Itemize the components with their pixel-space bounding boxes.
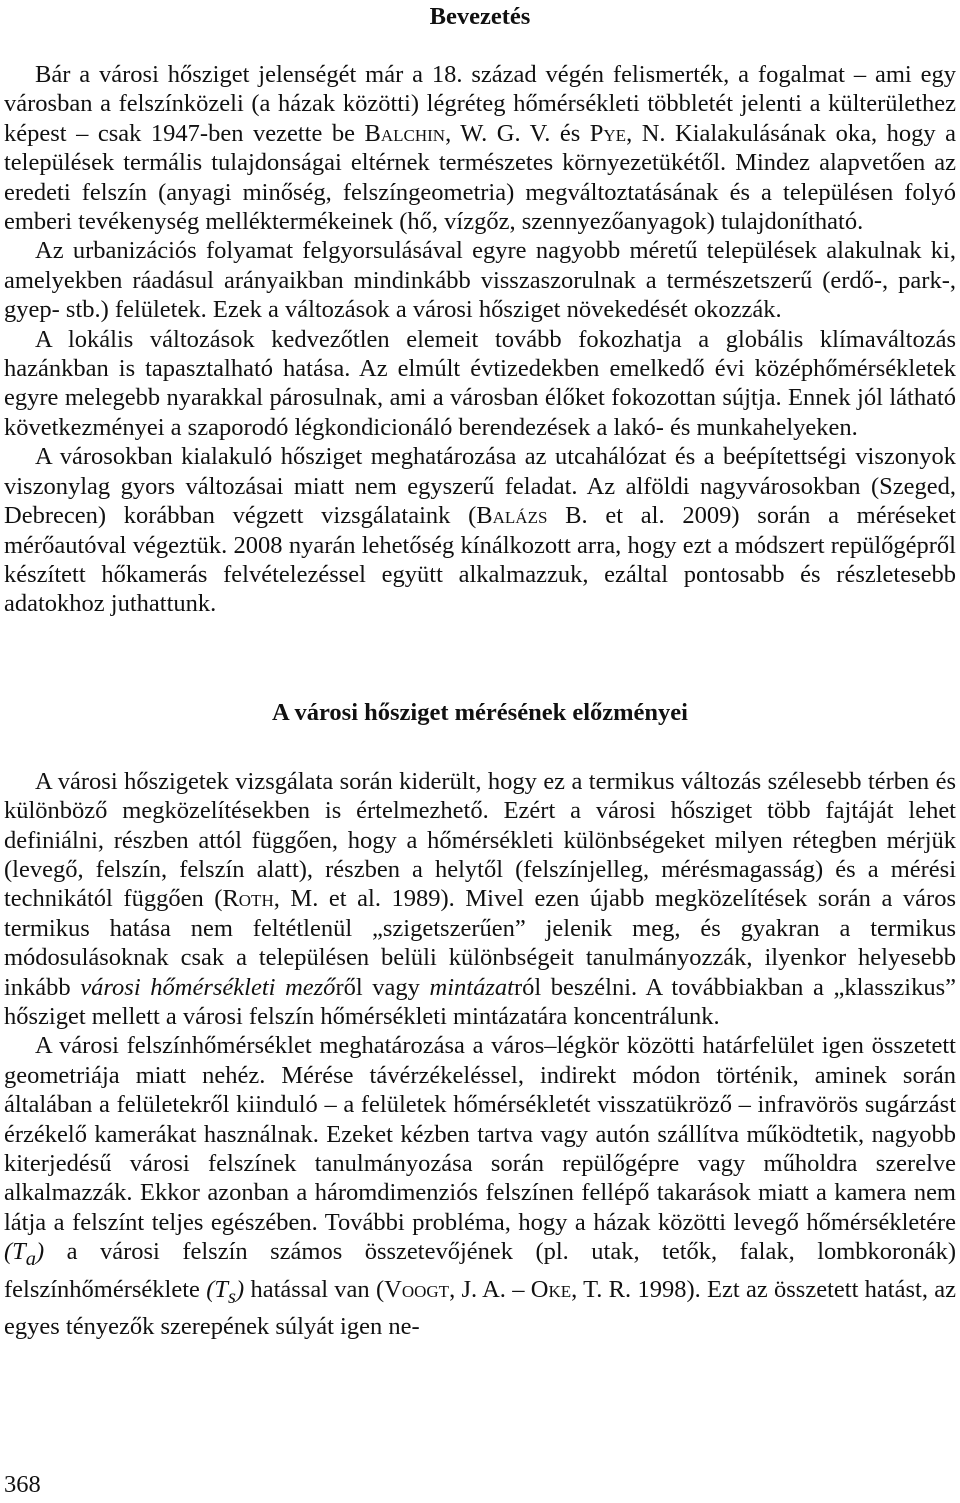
paragraph-history-1: A városi hőszigetek vizsgálata során kiderült, hogy ez a termikus változás szélesebb térben és különböző megközelítésekben is értelmezhető. Ezért a városi hősziget több fajtáját lehet definiálni, részben attól függően, hogy a hőmérsékleti különbségeket milyen rétegben mérjük (levegő, felszín, felszín alatt), részben a helytől (felszínjelleg, mérésmagasság) és a mérési technikától függően (Roth, M. et al. 1989). Mivel ezen újabb megközelítések során a város termikus hatása nem feltétlenül „szigetszerűen” jelenik meg, és gyakran a termikus módosulásoknak csak a településen belüli különbségeit tanulmányozzák, ilyenkor helyesebb inkább városi hőmérsékleti mezőről vagy mintázatról beszélni. A továbbiakban a „klasszikus” hősziget mellett a városi felszín hőmérsékleti mintázatára koncentrálunk. — [4, 767, 956, 1030]
paragraph-intro-4: A városokban kialakuló hősziget meghatározása az utcahálózat és a beépítettségi viszonyok viszonylag gyors változásai miatt nem egyszerű feladat. Az alföldi nagyvárosokban (Szeged, Debrecen) korábban végzett vizsgálataink (Balázs B. et al. 2009) során a méréseket mérőautóval végeztük. 2008 nyarán lehetőség kínálkozott arra, hogy ezt a módszert repülőgépről készített hőkamerás felvételezéssel együtt alkalmazzuk, ezáltal pontosabb és részletesebb adatokhoz juthattunk. — [4, 443, 956, 618]
author-name: Balázs — [476, 502, 548, 530]
math-symbol-ts: $(T_s)$ — [206, 1275, 245, 1308]
paragraph-intro-1: Bár a városi hősziget jelenségét már a 18. század végén felismerték, a fogalmat – ami egy városban a felszínközeli (a házak közötti) légréteg hőmérsékleti többletét jelenti a külterülethez képest – csak 1947-ben vezette be Balchin, W. G. V. és Pye, N. Kialakulásának oka, hogy a települések termális tulajdonságai eltérnek természetes környezetükétől. Mindez alapvetően az eredeti felszín (anyagi minőség, felszíngeometria) megváltoztatásának és a településen folyó emberi tevékenység melléktermékeinek (hő, vízgőz, szennyezőanyagok) tulajdonítható. — [4, 61, 956, 236]
section-title-elozmenyek: A városi hősziget mérésének előzményei — [272, 698, 688, 726]
section-title-bevezetes: Bevezetés — [429, 3, 531, 30]
paragraph-history-2: A városi felszínhőmérséklet meghatározása a város–légkör közötti határfelület igen összetett geometriája miatt nehéz. Mérése távérzékeléssel, indirekt módon történik, aminek során általában a felületekről kiinduló – a felületek hőmérsékletét visszatükröző – infravörös sugárzást érzékelő kamerákat használnak. Ezeket kézben tartva vagy autón szállítva működtetik, nagyobb kiterjedésű városi felszínek tanulmányozása során repülőgépre vagy műholdra szerelve alkalmazzák. Ekkor azonban a háromdimenziós felszínen fellépő takarások miatt a kamera nem látja a felszínt teljes egészében. További probléma, hogy a házak közötti levegő hőmérsékletére $(T_a)$ a városi felszín számos összetevőjének (pl. utak, tetők, falak, lombkoronák) felszínhőmérséklete $(T_s)$ hatással van (Voogt, J. A. – Oke, T. R. 1998). Ezt az összetett hatást, az egyes tényezők szerepének súlyát igen ne- — [4, 1032, 956, 1340]
italic-term: mintázat — [429, 973, 514, 1001]
page-number: 368 — [4, 1471, 41, 1498]
author-name: Oke — [530, 1275, 572, 1303]
document-page — [4, 0, 956, 1341]
italic-term: városi hőmérsékleti mező — [80, 973, 336, 1001]
author-name: Roth — [222, 885, 274, 913]
author-name: Pye — [589, 119, 627, 147]
author-name: Balchin — [364, 119, 446, 147]
author-name: Voogt — [384, 1275, 450, 1303]
paragraph-intro-2: Az urbanizációs folyamat felgyorsulásával egyre nagyobb méretű települések alakulnak ki, amelyekben ráadásul arányaikban mindinkább visszaszorulnak a természetszerű (erdő-, park-, gyep- stb.) felületek. Ezek a változások a városi hősziget növekedését okozzák. — [4, 237, 956, 324]
paragraph-intro-3: A lokális változások kedvezőtlen elemeit tovább fokozhatja a globális klímaváltozás hazánkban is tapasztalható hatása. Az elmúlt évtizedekben emelkedő évi középhőmérsékletek egyre melegebb nyarakkal párosulnak, ami a városban élőket fokozottan sújtja. Ennek jól látható következményei a szaporodó légkondicionáló berendezések a lakó- és munkahelyeken. — [4, 325, 956, 441]
math-symbol-ta: $(T_a)$ — [4, 1238, 45, 1271]
